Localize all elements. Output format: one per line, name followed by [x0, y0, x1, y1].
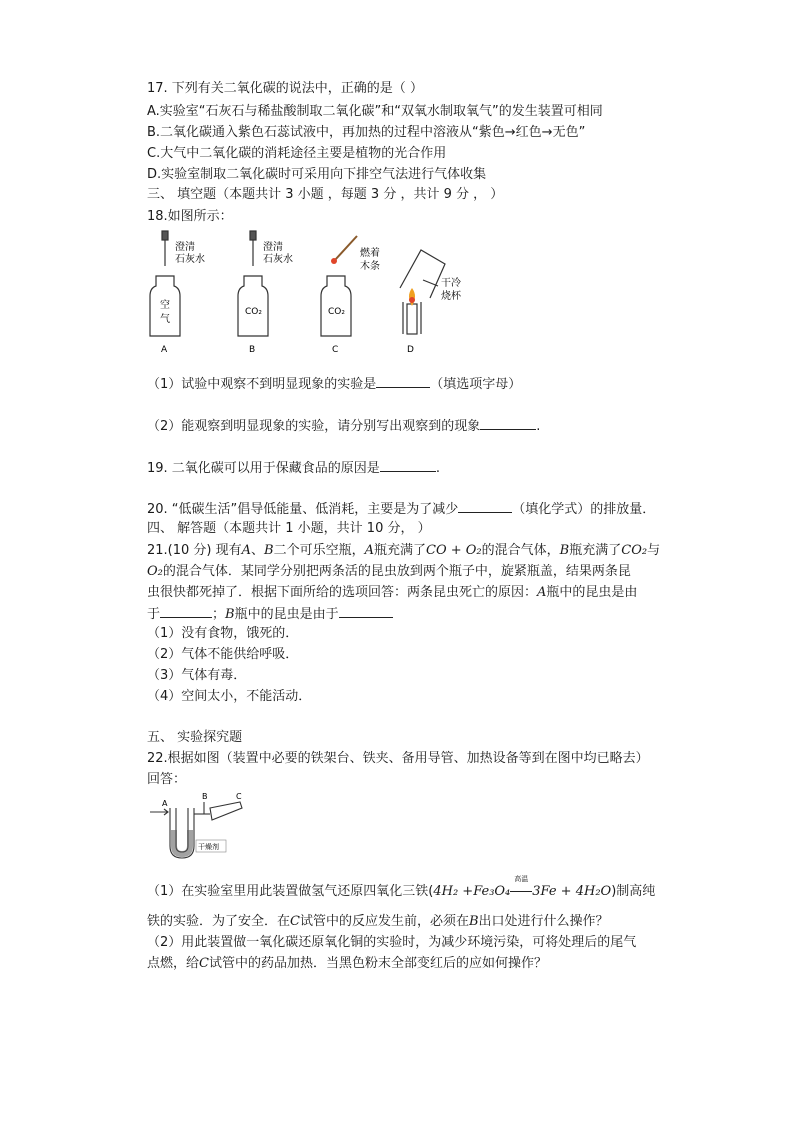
q21-option-1: （1）没有食物，饿死的． [147, 626, 299, 641]
q18-stem: 18.如图所示： [147, 209, 233, 224]
label-d-line1: 干冷 [441, 278, 461, 289]
q22-apparatus-figure [146, 790, 250, 866]
bottle-a-text1: 空 [160, 300, 170, 311]
label-c-line2: 木条 [360, 261, 380, 272]
q22-part1-line2: 铁的实验．为了安全．在C试管中的反应发生前，必须在B出口处进行什么操作？ [147, 914, 609, 929]
q18-experiment-figure [145, 228, 475, 356]
q21-line3: 虫很快都死掉了．根据下面所给的选项回答：两条昆虫死亡的原因：A瓶中的昆虫是由 [147, 585, 638, 600]
q20: 20. “低碳生活”倡导低能量、低消耗，主要是为了减少 （填化学式）的排放量． [147, 499, 655, 519]
section-4-heading: 四、 解答题（本题共计 1 小题，共计 10 分， ） [147, 521, 431, 536]
q22-line2: 回答： [147, 772, 187, 787]
label-a-line1: 澄清 [175, 242, 195, 253]
q17-stem: 17. 下列有关二氧化碳的说法中，正确的是（ ） [147, 81, 423, 96]
q22-part1-line1: （1）在实验室里用此装置做氢气还原四氧化三铁(4H₂ +Fe₃O₄ 高温 3Fe + 4H₂O)制高纯 [147, 875, 656, 899]
fig-label-b: B [202, 792, 208, 801]
answer-blank[interactable] [458, 499, 512, 513]
answer-blank[interactable] [160, 604, 212, 618]
bottle-b-co2: CO₂ [245, 307, 262, 317]
answer-blank[interactable] [480, 416, 536, 430]
bottle-a-text2: 气 [160, 314, 170, 325]
q21-line4: 于 ；B瓶中的昆虫是由于 [147, 604, 393, 624]
q17-option-b: B.二氧化碳通入紫色石蕊试液中，再加热的过程中溶液从“紫色→红色→无色” [147, 125, 586, 140]
label-b-line2: 石灰水 [263, 254, 293, 265]
q22-part2-line1: （2）用此装置做一氧化碳还原氧化铜的实验时，为减少环境污染，可将处理后的尾气 [147, 935, 637, 950]
letter-a: A [161, 345, 168, 355]
q21-option-3: （3）气体有毒． [147, 668, 247, 683]
letter-b: B [249, 345, 256, 355]
letter-c: C [332, 345, 339, 355]
answer-blank[interactable] [380, 458, 436, 472]
answer-blank[interactable] [339, 604, 393, 618]
q18-part1: （1）试验中观察不到明显现象的实验是 （填选项字母） [147, 374, 521, 394]
q18-part2: （2）能观察到明显现象的实验，请分别写出观察到的现象 . [147, 416, 540, 436]
q22-part2-line2: 点燃，给C试管中的药品加热．当黑色粉末全部变红后的应如何操作？ [147, 956, 547, 971]
q21-option-2: （2）气体不能供给呼吸． [147, 647, 299, 662]
label-c-line1: 燃着 [360, 248, 380, 259]
letter-d: D [407, 345, 414, 355]
q21-line1: 21.(10 分) 现有A、B二个可乐空瓶，A瓶充满了CO + O₂的混合气体，B瓶充满了CO₂与 [147, 543, 661, 558]
q17-option-a: A.实验室“石灰石与稀盐酸制取二氧化碳”和“双氧水制取氧气”的发生装置可相同 [147, 104, 603, 119]
label-a-line2: 石灰水 [175, 254, 205, 265]
q21-option-4: （4）空间太小，不能活动． [147, 689, 312, 704]
q17-option-c: C.大气中二氧化碳的消耗途径主要是植物的光合作用 [147, 146, 447, 161]
fig-label-c: C [236, 792, 242, 801]
answer-blank[interactable] [376, 374, 430, 388]
label-d-line2: 烧杯 [441, 291, 461, 302]
section-5-heading: 五、 实验探究题 [147, 730, 243, 745]
bottle-c-co2: CO₂ [328, 307, 345, 317]
fig-label-a: A [162, 799, 168, 808]
q22-line1: 22.根据如图（装置中必要的铁架台、铁夹、备用导管、加热设备等到在图中均已略去） [147, 751, 649, 766]
label-b-line1: 澄清 [263, 242, 283, 253]
section-3-heading: 三、 填空题（本题共计 3 小题 ，每题 3 分 ，共计 9 分 ， ） [147, 187, 504, 202]
q17-option-d: D.实验室制取二氧化碳时可采用向下排空气法进行气体收集 [147, 167, 487, 182]
q19: 19. 二氧化碳可以用于保藏食品的原因是 . [147, 458, 440, 478]
reaction-condition: 高温 [510, 883, 532, 901]
q21-line2: O₂的混合气体．某同学分别把两条活的昆虫放到两个瓶子中，旋紧瓶盖，结果两条昆 [147, 564, 631, 579]
fig-label-desiccant: 干燥剂 [198, 843, 219, 851]
